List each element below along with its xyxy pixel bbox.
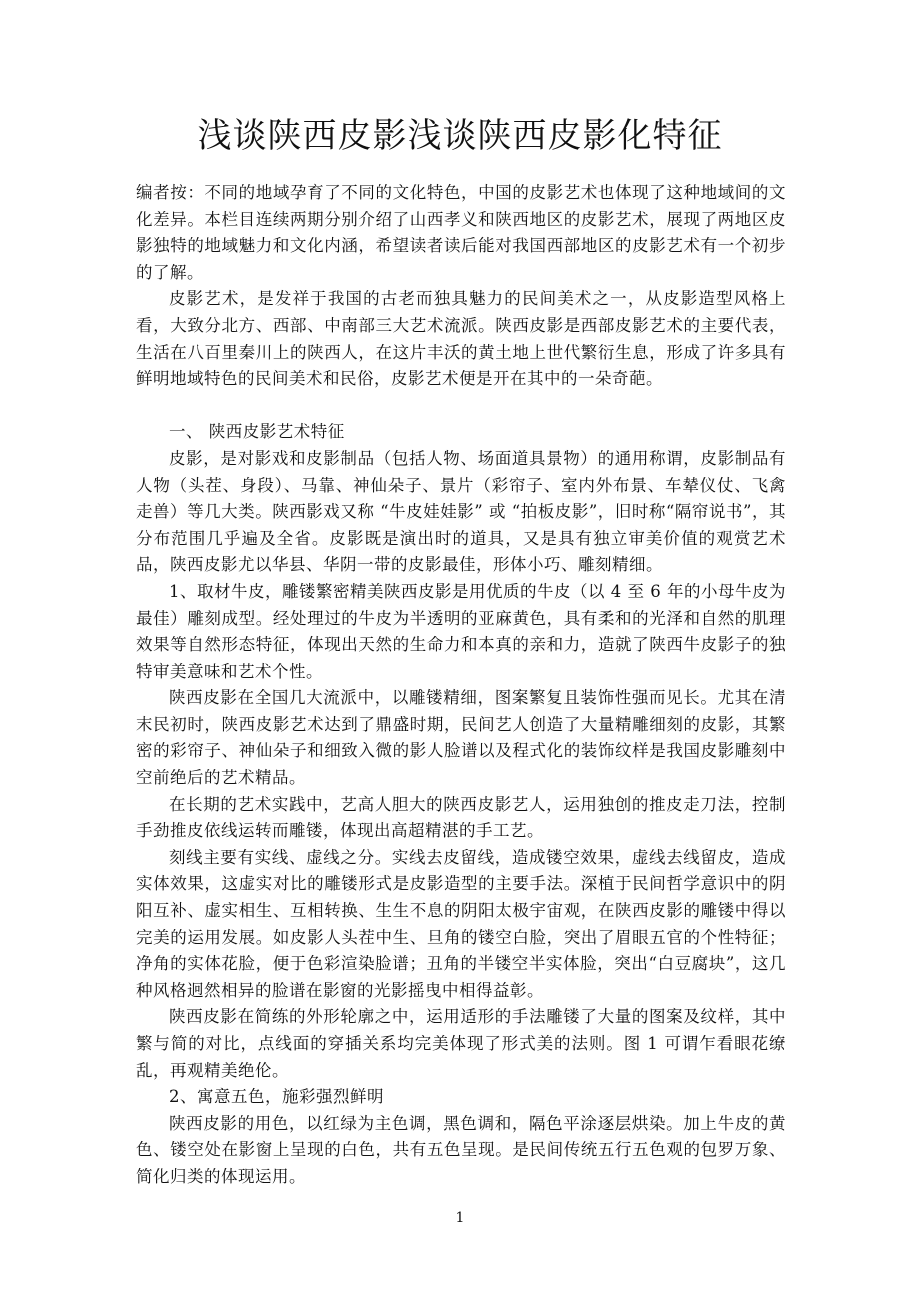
body-paragraph: 陕西皮影在全国几大流派中，以雕镂精细，图案繁复且装饰性强而见长。尤其在清末民初时，陕西皮影艺术达到了鼎盛时期，民间艺人创造了大量精雕细刻的皮影，其繁密的彩帘子、神仙朵子和细致入微的影人脸谱以及程式化的装饰纹样是我国皮影雕刻中空前绝后的艺术精品。 <box>136 688 786 788</box>
editor-note-paragraph: 编者按：不同的地域孕育了不同的文化特色，中国的皮影艺术也体现了这种地域间的文化差异。本栏目连续两期分别介绍了山西孝义和陕西地区的皮影艺术，展现了两地区皮影独特的地域魅力和文化内涵，希望读者读后能对我国西部地区的皮影艺术有一个初步的了解。 <box>136 183 786 282</box>
blank-line <box>136 393 786 420</box>
subsection-heading: 2、寓意五色，施彩强烈鲜明 <box>169 1087 384 1107</box>
document-body <box>136 180 786 1191</box>
body-paragraph: 陕西皮影在简练的外形轮廓之中，运用适形的手法雕镂了大量的图案及纹样，其中繁与简的对比，点线面的穿插关系均完美体现了形式美的法则。图 1 可谓乍看眼花缭乱，再观精美绝伦。 <box>136 1007 786 1080</box>
body-paragraph: 1、取材牛皮，雕镂繁密精美陕西皮影是用优质的牛皮（以 4 至 6 年的小母牛皮为最佳）雕刻成型。经处理过的牛皮为半透明的亚麻黄色，具有柔和的光泽和自然的肌理效果等自然形态特征，体现出天然的生命力和本真的亲和力，造就了陕西牛皮影子的独特审美意味和艺术个性。 <box>136 581 786 681</box>
intro-paragraph: 皮影艺术，是发祥于我国的古老而独具魅力的民间美术之一，从皮影造型风格上看，大致分北方、西部、中南部三大艺术流派。陕西皮影是西部皮影艺术的主要代表，生活在八百里秦川上的陕西人，在这片丰沃的黄土地上世代繁衍生息，形成了许多具有鲜明地域特色的民间美术和民俗，皮影艺术便是开在其中的一朵奇葩。 <box>136 289 786 389</box>
body-paragraph: 在长期的艺术实践中，艺高人胆大的陕西皮影艺人，运用独创的推皮走刀法，控制手劲推皮依线运转而雕镂，体现出高超精湛的手工艺。 <box>136 794 786 841</box>
body-paragraph: 皮影，是对影戏和皮影制品（包括人物、场面道具景物）的通用称谓，皮影制品有人物（头茬、身段）、马靠、神仙朵子、景片（彩帘子、室内外布景、车辇仪仗、飞禽走兽）等几大类。陕西影戏又称 “牛皮娃娃影” 或 “拍板皮影”，旧时称“隔帘说书”，其分布范围几乎遍及全省。皮影既是演出时的道具，又是具有独立审美价值的观赏艺术品，陕西皮影尤以华县、华阴一带的皮影最佳，形体小巧、雕刻精细。 <box>136 448 786 575</box>
page-number: 1 <box>455 1210 465 1226</box>
page-title: 浅谈陕西皮影浅谈陕西皮影化特征 <box>197 116 723 156</box>
section-heading: 一、 陕西皮影艺术特征 <box>169 422 345 442</box>
body-paragraph: 刻线主要有实线、虚线之分。实线去皮留线，造成镂空效果，虚线去线留皮，造成实体效果，这虚实对比的雕镂形式是皮影造型的主要手法。深植于民间哲学意识中的阴阳互补、虚实相生、互相转换、生生不息的阴阳太极宇宙观，在陕西皮影的雕镂中得以完美的运用发展。如皮影人头茬中生、旦角的镂空白脸，突出了眉眼五官的个性特征；净角的实体花脸，便于色彩渲染脸谱；丑角的半镂空半实体脸，突出“白豆腐块”，这几种风格迥然相异的脸谱在影窗的光影摇曳中相得益彰。 <box>136 847 786 1000</box>
body-paragraph: 陕西皮影的用色，以红绿为主色调，黑色调和，隔色平涂逐层烘染。加上牛皮的黄色、镂空处在影窗上呈现的白色，共有五色呈现。是民间传统五行五色观的包罗万象、简化归类的体现运用。 <box>136 1113 786 1186</box>
